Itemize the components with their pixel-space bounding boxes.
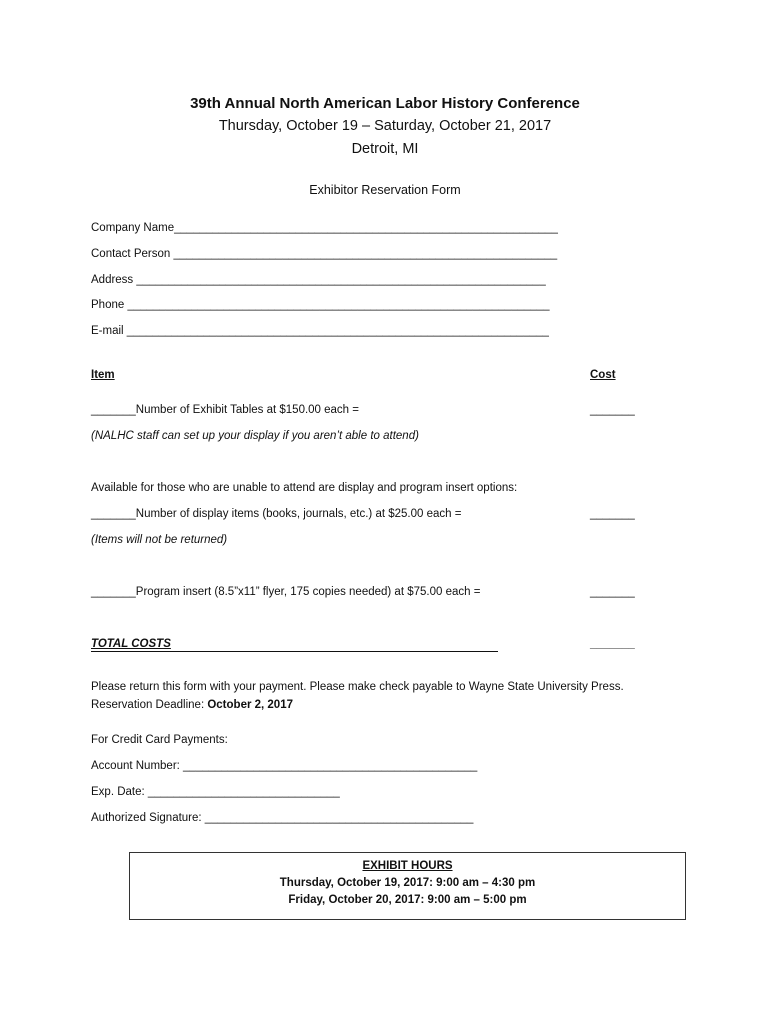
- return-instructions: Please return this form with your payment. Please make check payable to Wayne State University Press.: [91, 681, 624, 693]
- conference-title: 39th Annual North American Labor History Conference: [190, 95, 580, 112]
- contact-person-field[interactable]: Contact Person ____________________________________________________________: [91, 248, 558, 260]
- exhibit-hours-box: [129, 852, 686, 920]
- exhibit-hours-thursday: Thursday, October 19, 2017: 9:00 am – 4:30 pm: [279, 877, 536, 889]
- exhibit-tables-row[interactable]: _______Number of Exhibit Tables at $150.00 each =: [91, 404, 359, 416]
- staff-setup-note: (NALHC staff can set up your display if you aren’t able to attend): [91, 430, 419, 442]
- total-costs-label: TOTAL COSTS: [91, 638, 498, 652]
- cost-column-header: Cost: [590, 369, 616, 381]
- credit-card-heading: For Credit Card Payments:: [91, 734, 228, 746]
- email-field[interactable]: E-mail __________________________________________________________________: [91, 325, 549, 337]
- program-insert-row[interactable]: _______Program insert (8.5”x11” flyer, 175 copies needed) at $75.00 each =: [91, 586, 481, 598]
- form-title: Exhibitor Reservation Form: [309, 183, 461, 197]
- display-items-cost[interactable]: _______: [590, 508, 635, 520]
- address-field[interactable]: Address ________________________________________________________________: [91, 274, 546, 286]
- item-column-header: Item: [91, 369, 115, 381]
- program-insert-cost[interactable]: _______: [590, 586, 635, 598]
- available-options-note: Available for those who are unable to attend are display and program insert options:: [91, 482, 518, 494]
- display-items-row[interactable]: _______Number of display items (books, journals, etc.) at $25.00 each =: [91, 508, 462, 520]
- phone-field[interactable]: Phone __________________________________________________________________: [91, 299, 550, 311]
- exhibit-hours-friday: Friday, October 20, 2017: 9:00 am – 5:00 pm: [288, 894, 527, 906]
- deadline-date: October 2, 2017: [207, 699, 293, 711]
- items-not-returned-note: (Items will not be returned): [91, 534, 228, 546]
- exp-date-field[interactable]: Exp. Date: ______________________________: [91, 786, 340, 798]
- conference-dates: Thursday, October 19 – Saturday, October 21, 2017: [218, 118, 552, 134]
- exhibit-tables-cost[interactable]: _______: [590, 404, 635, 416]
- total-costs-value[interactable]: _______: [590, 638, 635, 650]
- company-name-field[interactable]: Company Name____________________________________________________________: [91, 222, 558, 234]
- signature-field[interactable]: Authorized Signature: __________________________________________: [91, 812, 474, 824]
- account-number-field[interactable]: Account Number: ______________________________________________: [91, 760, 478, 772]
- reservation-deadline: Reservation Deadline: October 2, 2017: [91, 699, 293, 711]
- exhibit-hours-title: EXHIBIT HOURS: [362, 860, 453, 872]
- conference-location: Detroit, MI: [351, 141, 419, 157]
